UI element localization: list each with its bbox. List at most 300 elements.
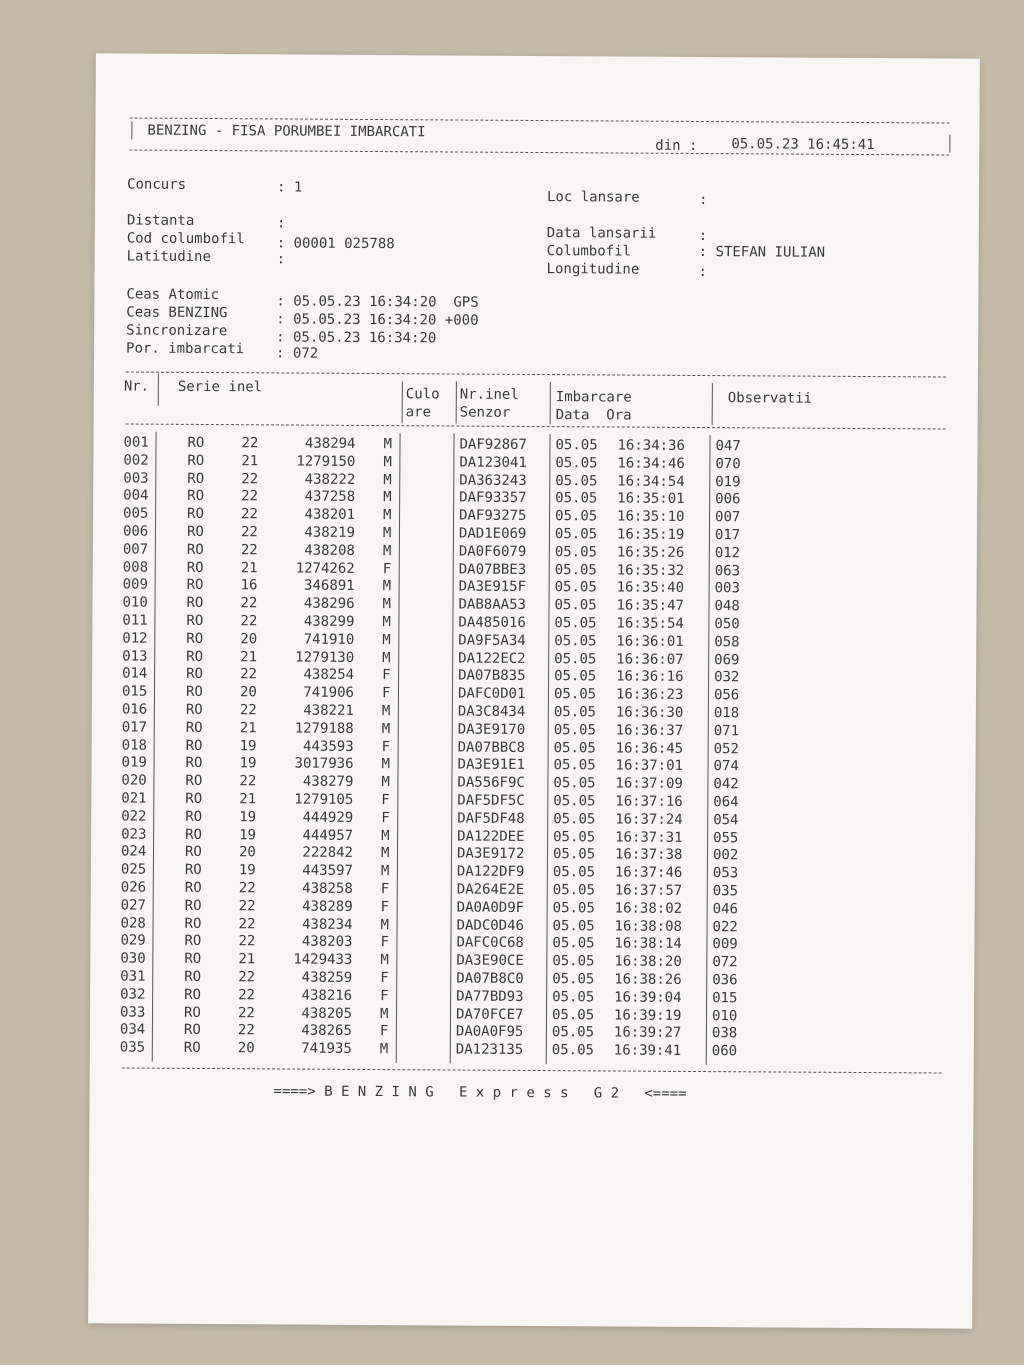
cell-sensor: DA3E9172 bbox=[456, 845, 525, 863]
cell-nr: 003 bbox=[123, 470, 149, 487]
cell-ring-number: 438222 bbox=[304, 471, 356, 488]
cell-sex: F bbox=[381, 792, 390, 809]
loc-lansare-label: Loc lansare bbox=[546, 189, 640, 206]
cell-observatii: 048 bbox=[714, 598, 740, 615]
cell-sensor: DA3E90CE bbox=[456, 952, 524, 970]
por-imbarcati-label: Por. imbarcati bbox=[126, 340, 245, 358]
cell-year: 22 bbox=[237, 1004, 255, 1021]
concurs-label: Concurs bbox=[127, 176, 187, 193]
cell-nr: 020 bbox=[121, 772, 147, 789]
cell-date: 05.05 bbox=[553, 775, 596, 792]
cell-time: 16:36:23 bbox=[615, 686, 684, 704]
cell-time: 16:37:01 bbox=[615, 757, 684, 775]
cell-ring-number: 443593 bbox=[303, 738, 354, 755]
cell-sex: M bbox=[383, 436, 392, 453]
cell-country: RO bbox=[184, 968, 202, 985]
cell-ring-number: 438208 bbox=[304, 542, 355, 559]
cell-time: 16:36:37 bbox=[615, 722, 684, 739]
cell-time: 16:39:27 bbox=[613, 1024, 682, 1042]
cell-observatii: 042 bbox=[713, 776, 739, 793]
cell-country: RO bbox=[186, 612, 204, 629]
cell-year: 22 bbox=[239, 773, 257, 790]
cell-observatii: 047 bbox=[715, 438, 741, 455]
cell-sensor: DA07B835 bbox=[458, 667, 526, 685]
cell-time: 16:38:08 bbox=[614, 918, 683, 935]
data-lansarii-label: Data lansarii bbox=[546, 225, 657, 242]
cell-time: 16:37:31 bbox=[615, 829, 683, 846]
longitudine-label: Longitudine bbox=[546, 261, 640, 278]
cell-observatii: 074 bbox=[713, 758, 739, 775]
cell-time: 16:35:19 bbox=[616, 526, 685, 543]
cell-country: RO bbox=[184, 897, 202, 914]
cell-nr: 007 bbox=[122, 541, 149, 558]
cell-sensor: DA122DEE bbox=[457, 828, 525, 845]
cell-sex: M bbox=[379, 1041, 389, 1058]
cell-sex: M bbox=[382, 649, 391, 666]
cell-year: 22 bbox=[238, 969, 256, 986]
cell-sex: F bbox=[380, 987, 389, 1004]
cell-ring-number: 437258 bbox=[304, 488, 356, 506]
column-nr-inel: Nr.inel bbox=[459, 386, 519, 403]
cell-nr: 025 bbox=[120, 861, 147, 878]
cell-date: 05.05 bbox=[554, 561, 597, 578]
cell-sensor: DAFC0D01 bbox=[457, 685, 526, 703]
cell-sensor: DA363243 bbox=[459, 472, 527, 489]
cell-year: 22 bbox=[241, 506, 258, 523]
cell-nr: 005 bbox=[123, 505, 149, 522]
cell-sex: M bbox=[381, 720, 391, 737]
cell-year: 22 bbox=[240, 524, 258, 541]
cod-columbofil-label: Cod columbofil bbox=[126, 230, 245, 248]
cell-sex: F bbox=[379, 1023, 389, 1040]
cell-observatii: 058 bbox=[714, 633, 740, 651]
cell-observatii: 052 bbox=[713, 740, 739, 757]
cell-ring-number: 444929 bbox=[302, 809, 354, 826]
cell-date: 05.05 bbox=[552, 882, 595, 899]
cell-sex: M bbox=[382, 578, 392, 595]
cell-date: 05.05 bbox=[554, 526, 598, 543]
cell-time: 16:35:01 bbox=[617, 490, 685, 508]
cell-sensor: DA122DF9 bbox=[456, 863, 525, 881]
header-sep-nr bbox=[158, 374, 159, 406]
sincronizare-label: Sincronizare bbox=[126, 322, 228, 340]
cell-observatii: 038 bbox=[711, 1025, 738, 1042]
cell-nr: 021 bbox=[121, 790, 147, 807]
cell-country: RO bbox=[186, 630, 204, 647]
cell-year: 21 bbox=[239, 720, 257, 737]
cell-nr: 006 bbox=[122, 523, 149, 540]
cell-country: RO bbox=[185, 808, 203, 825]
cell-ring-number: 438294 bbox=[304, 435, 356, 452]
sincronizare-value: : 05.05.23 16:34:20 bbox=[276, 329, 437, 347]
cell-year: 22 bbox=[241, 488, 259, 505]
cell-date: 05.05 bbox=[554, 650, 597, 667]
cell-observatii: 069 bbox=[714, 651, 740, 668]
cell-ring-number: 222842 bbox=[302, 844, 354, 862]
cell-date: 05.05 bbox=[555, 490, 598, 507]
columbofil-value: : STEFAN IULIAN bbox=[698, 243, 826, 261]
cell-country: RO bbox=[185, 719, 203, 736]
cell-nr: 034 bbox=[119, 1021, 146, 1039]
cell-ring-number: 438234 bbox=[301, 916, 353, 933]
cell-ring-number: 741935 bbox=[301, 1040, 352, 1058]
cell-observatii: 072 bbox=[712, 954, 738, 971]
cell-nr: 028 bbox=[120, 915, 146, 932]
cell-sensor: DA0F6079 bbox=[458, 543, 527, 560]
cell-country: RO bbox=[183, 1022, 201, 1039]
cell-nr: 022 bbox=[121, 808, 147, 825]
cell-ring-number: 444957 bbox=[302, 827, 354, 844]
cell-sensor: DAD1E069 bbox=[458, 525, 527, 542]
cell-date: 05.05 bbox=[552, 846, 596, 863]
cell-sex: F bbox=[380, 934, 389, 951]
cell-ring-number: 443597 bbox=[302, 862, 353, 880]
cell-country: RO bbox=[183, 1004, 201, 1021]
cell-sensor: DADC0D46 bbox=[456, 917, 525, 934]
cell-country: RO bbox=[184, 915, 202, 932]
cell-nr: 027 bbox=[120, 897, 147, 914]
cell-sex: F bbox=[381, 738, 391, 755]
cell-year: 21 bbox=[240, 559, 258, 576]
cell-sex: M bbox=[381, 774, 390, 791]
cell-time: 16:37:46 bbox=[614, 864, 683, 882]
cell-nr: 010 bbox=[122, 594, 148, 611]
cell-nr: 030 bbox=[120, 950, 146, 967]
cell-sex: M bbox=[380, 845, 390, 862]
cell-nr: 035 bbox=[119, 1039, 146, 1056]
cell-ring-number: 1274262 bbox=[295, 560, 355, 577]
cell-ring-number: 438259 bbox=[301, 969, 353, 986]
cell-sensor: DA07B8C0 bbox=[456, 970, 524, 987]
cell-country: RO bbox=[187, 488, 205, 505]
cell-sex: F bbox=[380, 970, 389, 987]
cell-observatii: 022 bbox=[712, 918, 738, 935]
cell-date: 05.05 bbox=[554, 668, 597, 685]
cell-nr: 033 bbox=[119, 1004, 146, 1021]
cell-date: 05.05 bbox=[553, 686, 597, 703]
header-right-border bbox=[949, 135, 950, 153]
cell-country: RO bbox=[185, 755, 203, 772]
cell-sex: M bbox=[382, 614, 391, 631]
cell-observatii: 007 bbox=[715, 509, 741, 526]
cell-year: 19 bbox=[239, 808, 257, 826]
cell-time: 16:36:16 bbox=[616, 668, 684, 686]
cell-ring-number: 741906 bbox=[303, 684, 355, 702]
cell-sex: M bbox=[382, 542, 392, 559]
cell-ring-number: 1279130 bbox=[295, 649, 355, 666]
cell-time: 16:38:02 bbox=[614, 900, 683, 917]
cell-sensor: DA122EC2 bbox=[458, 650, 526, 667]
cell-time: 16:37:57 bbox=[614, 882, 683, 899]
cell-ring-number: 438289 bbox=[302, 898, 353, 915]
cell-nr: 015 bbox=[121, 683, 148, 700]
table-header-top-border bbox=[126, 372, 946, 378]
cell-observatii: 017 bbox=[714, 527, 741, 544]
cell-date: 05.05 bbox=[555, 437, 598, 454]
cell-ring-number: 1279188 bbox=[294, 720, 354, 737]
cell-sensor: DAF93357 bbox=[459, 489, 527, 507]
cell-observatii: 035 bbox=[712, 883, 739, 900]
cell-time: 16:39:19 bbox=[613, 1007, 682, 1024]
cell-nr: 012 bbox=[122, 630, 148, 647]
cell-year: 22 bbox=[238, 915, 256, 932]
cell-year: 21 bbox=[239, 791, 257, 808]
cell-country: RO bbox=[184, 933, 202, 950]
cell-observatii: 063 bbox=[714, 562, 741, 579]
cell-country: RO bbox=[184, 951, 202, 968]
cell-time: 16:37:16 bbox=[615, 793, 683, 810]
cell-date: 05.05 bbox=[554, 632, 597, 650]
cell-date: 05.05 bbox=[553, 721, 596, 739]
loc-lansare-value: : bbox=[698, 191, 708, 209]
cell-country: RO bbox=[187, 452, 205, 469]
cell-year: 20 bbox=[240, 631, 258, 648]
cell-date: 05.05 bbox=[552, 988, 595, 1006]
cell-sensor: DAB8AA53 bbox=[458, 596, 527, 614]
por-imbarcati-value: : 072 bbox=[276, 345, 319, 362]
cell-ring-number: 438254 bbox=[303, 666, 355, 684]
cell-year: 19 bbox=[239, 755, 257, 772]
cell-nr: 018 bbox=[121, 737, 148, 754]
cell-nr: 017 bbox=[121, 719, 148, 736]
cell-country: RO bbox=[186, 577, 204, 594]
header-sep-culoare bbox=[402, 381, 403, 423]
cell-sex: F bbox=[380, 881, 390, 898]
cell-sensor: DA3C8434 bbox=[457, 703, 526, 720]
cell-ring-number: 438279 bbox=[302, 773, 354, 791]
cell-date: 05.05 bbox=[551, 1024, 595, 1041]
cell-country: RO bbox=[185, 773, 203, 790]
cell-observatii: 032 bbox=[714, 669, 740, 686]
cell-year: 19 bbox=[239, 737, 257, 754]
cell-sex: M bbox=[382, 525, 392, 542]
cell-nr: 019 bbox=[121, 754, 147, 772]
cell-ring-number: 438221 bbox=[303, 702, 354, 719]
cell-observatii: 006 bbox=[715, 491, 741, 508]
cell-year: 22 bbox=[241, 470, 259, 487]
cell-date: 05.05 bbox=[554, 597, 597, 614]
cell-nr: 031 bbox=[120, 968, 146, 985]
cell-ring-number: 1279105 bbox=[294, 791, 354, 808]
cell-sex: M bbox=[381, 756, 391, 773]
cell-time: 16:35:54 bbox=[616, 615, 684, 632]
cell-time: 16:38:20 bbox=[614, 953, 682, 971]
cell-sex: M bbox=[383, 453, 392, 470]
cell-nr: 026 bbox=[120, 879, 147, 896]
cell-nr: 016 bbox=[121, 701, 148, 718]
report-title: BENZING - FISA PORUMBEI IMBARCATI bbox=[147, 122, 426, 141]
cell-sensor: DA485016 bbox=[458, 614, 526, 631]
cell-sensor: DAF93275 bbox=[459, 507, 527, 525]
cell-year: 20 bbox=[237, 1040, 255, 1057]
cell-ring-number: 346891 bbox=[304, 577, 355, 595]
cell-sensor: DA3E915F bbox=[458, 578, 527, 596]
cell-year: 22 bbox=[237, 1022, 255, 1039]
cell-nr: 002 bbox=[123, 452, 149, 469]
header-sep-imbarcare bbox=[550, 382, 551, 424]
column-culoare-2: are bbox=[405, 404, 432, 421]
cell-date: 05.05 bbox=[555, 454, 598, 472]
cell-nr: 004 bbox=[123, 487, 149, 505]
header-sep-nr-inel bbox=[456, 382, 457, 424]
cell-nr: 032 bbox=[120, 986, 146, 1003]
cell-observatii: 012 bbox=[714, 544, 741, 562]
cell-nr: 008 bbox=[122, 559, 149, 576]
cell-date: 05.05 bbox=[552, 864, 596, 881]
cell-country: RO bbox=[183, 1040, 201, 1057]
cell-sensor: DA556F9C bbox=[457, 774, 525, 792]
cell-time: 16:38:14 bbox=[614, 935, 682, 953]
cell-time: 16:35:10 bbox=[617, 508, 685, 526]
cell-country: RO bbox=[186, 666, 204, 683]
cell-sex: F bbox=[380, 898, 390, 915]
cell-ring-number: 438201 bbox=[304, 506, 356, 524]
cell-sensor: DA123041 bbox=[459, 454, 527, 471]
cell-sex: M bbox=[380, 952, 389, 969]
cell-ring-number: 438265 bbox=[301, 1022, 352, 1040]
cell-observatii: 002 bbox=[712, 847, 739, 864]
cell-date: 05.05 bbox=[552, 935, 595, 952]
cell-observatii: 071 bbox=[713, 722, 740, 740]
cell-observatii: 064 bbox=[713, 794, 739, 811]
cell-observatii: 056 bbox=[713, 687, 740, 704]
cell-sex: M bbox=[380, 916, 390, 933]
cell-time: 16:37:24 bbox=[615, 811, 683, 828]
cell-nr: 024 bbox=[120, 843, 147, 861]
cell-country: RO bbox=[184, 844, 202, 861]
cell-year: 22 bbox=[240, 613, 258, 630]
cell-country: RO bbox=[187, 506, 204, 523]
cell-year: 19 bbox=[239, 826, 257, 843]
cell-time: 16:35:32 bbox=[616, 562, 685, 579]
cell-sex: M bbox=[383, 507, 392, 524]
cell-time: 16:36:01 bbox=[616, 633, 684, 650]
cell-date: 05.05 bbox=[554, 543, 598, 561]
cell-sensor: DA0A0F95 bbox=[455, 1023, 524, 1041]
cell-year: 22 bbox=[239, 702, 257, 719]
cell-year: 20 bbox=[238, 844, 256, 861]
cell-year: 21 bbox=[241, 453, 259, 470]
cell-sex: F bbox=[382, 560, 392, 577]
cell-sensor: DA0A0D9F bbox=[456, 899, 525, 916]
cell-country: RO bbox=[185, 737, 203, 754]
cell-sex: M bbox=[383, 471, 392, 488]
header-left-border bbox=[131, 122, 132, 140]
din-label: din : bbox=[655, 137, 698, 154]
cell-ring-number: 438205 bbox=[301, 1005, 353, 1022]
cell-country: RO bbox=[187, 434, 205, 451]
cell-time: 16:38:26 bbox=[614, 971, 682, 988]
cell-date: 05.05 bbox=[552, 899, 595, 917]
cell-sex: F bbox=[381, 685, 391, 702]
latitudine-label: Latitudine bbox=[126, 248, 211, 266]
report-datetime: 05.05.23 16:45:41 bbox=[731, 136, 875, 154]
cell-date: 05.05 bbox=[552, 917, 595, 934]
concurs-value: : 1 bbox=[277, 179, 303, 196]
cell-observatii: 003 bbox=[714, 580, 740, 597]
cell-year: 20 bbox=[239, 684, 257, 701]
distanta-label: Distanta bbox=[126, 212, 195, 229]
distanta-value: : bbox=[276, 215, 286, 232]
cell-country: RO bbox=[186, 541, 204, 558]
ceas-atomic-value: : 05.05.23 16:34:20 GPS bbox=[276, 293, 479, 311]
cell-country: RO bbox=[185, 684, 203, 701]
cell-time: 16:36:30 bbox=[615, 704, 684, 721]
ceas-benzing-label: Ceas BENZING bbox=[126, 304, 228, 322]
ceas-benzing-value: : 05.05.23 16:34:20 +000 bbox=[276, 311, 479, 329]
cell-date: 05.05 bbox=[553, 704, 597, 721]
cell-observatii: 054 bbox=[713, 811, 739, 829]
cell-year: 22 bbox=[241, 435, 259, 452]
cell-date: 05.05 bbox=[552, 953, 595, 970]
ceas-atomic-label: Ceas Atomic bbox=[126, 286, 220, 304]
cell-time: 16:36:45 bbox=[615, 740, 684, 757]
cell-date: 05.05 bbox=[551, 1006, 595, 1023]
cell-country: RO bbox=[185, 701, 203, 718]
cell-country: RO bbox=[185, 790, 203, 807]
cell-sensor: DA3E9170 bbox=[457, 721, 526, 738]
cell-sensor: DAF5DF5C bbox=[457, 792, 525, 809]
column-senzor: Senzor bbox=[459, 404, 511, 421]
cell-time: 16:39:41 bbox=[613, 1042, 682, 1060]
cell-sex: M bbox=[381, 703, 391, 720]
cell-time: 16:36:07 bbox=[616, 651, 684, 668]
cell-observatii: 019 bbox=[715, 473, 741, 490]
cell-observatii: 046 bbox=[712, 900, 739, 918]
cell-sensor: DA123135 bbox=[455, 1041, 524, 1059]
cell-year: 22 bbox=[238, 986, 256, 1004]
cell-date: 05.05 bbox=[554, 579, 597, 596]
cell-time: 16:34:36 bbox=[617, 437, 685, 454]
cell-country: RO bbox=[184, 986, 202, 1003]
cell-date: 05.05 bbox=[553, 810, 596, 828]
table-bottom-border bbox=[122, 1067, 942, 1073]
columbofil-label: Columbofil bbox=[546, 243, 632, 260]
footer-banner: ====> B E N Z I N G E x p r e s s G 2 <==== bbox=[273, 1083, 687, 1102]
column-serie-inel: Serie inel bbox=[177, 378, 263, 396]
cell-sensor: DA07BBC8 bbox=[457, 739, 526, 756]
cell-observatii: 036 bbox=[712, 972, 738, 989]
cell-sex: M bbox=[381, 827, 390, 844]
cell-observatii: 009 bbox=[712, 936, 738, 953]
cell-date: 05.05 bbox=[555, 472, 598, 489]
cell-observatii: 070 bbox=[715, 455, 741, 473]
cell-ring-number: 438299 bbox=[303, 613, 355, 630]
cell-year: 21 bbox=[240, 648, 258, 665]
cell-country: RO bbox=[187, 470, 205, 487]
cell-sex: F bbox=[382, 667, 391, 684]
cell-nr: 009 bbox=[122, 576, 148, 594]
cell-year: 16 bbox=[240, 577, 258, 594]
cell-year: 22 bbox=[240, 542, 258, 559]
cell-sensor: DA264E2E bbox=[456, 881, 525, 898]
cod-columbofil-value: : 00001 025788 bbox=[276, 235, 395, 253]
cell-sensor: DA07BBE3 bbox=[458, 561, 527, 578]
cell-nr: 023 bbox=[121, 826, 147, 843]
cell-sensor: DAFC0C68 bbox=[456, 934, 524, 952]
cell-country: RO bbox=[184, 879, 202, 896]
cell-sex: F bbox=[381, 809, 390, 826]
cell-year: 22 bbox=[238, 933, 256, 950]
cell-ring-number: 438216 bbox=[301, 987, 353, 1004]
cell-nr: 011 bbox=[122, 612, 148, 629]
cell-year: 19 bbox=[238, 862, 256, 879]
cell-time: 16:35:40 bbox=[616, 579, 685, 597]
cell-time: 16:34:54 bbox=[617, 473, 685, 490]
cell-time: 16:37:09 bbox=[615, 775, 683, 793]
cell-sensor: DA3E91E1 bbox=[457, 756, 526, 774]
cell-nr: 014 bbox=[122, 665, 148, 683]
